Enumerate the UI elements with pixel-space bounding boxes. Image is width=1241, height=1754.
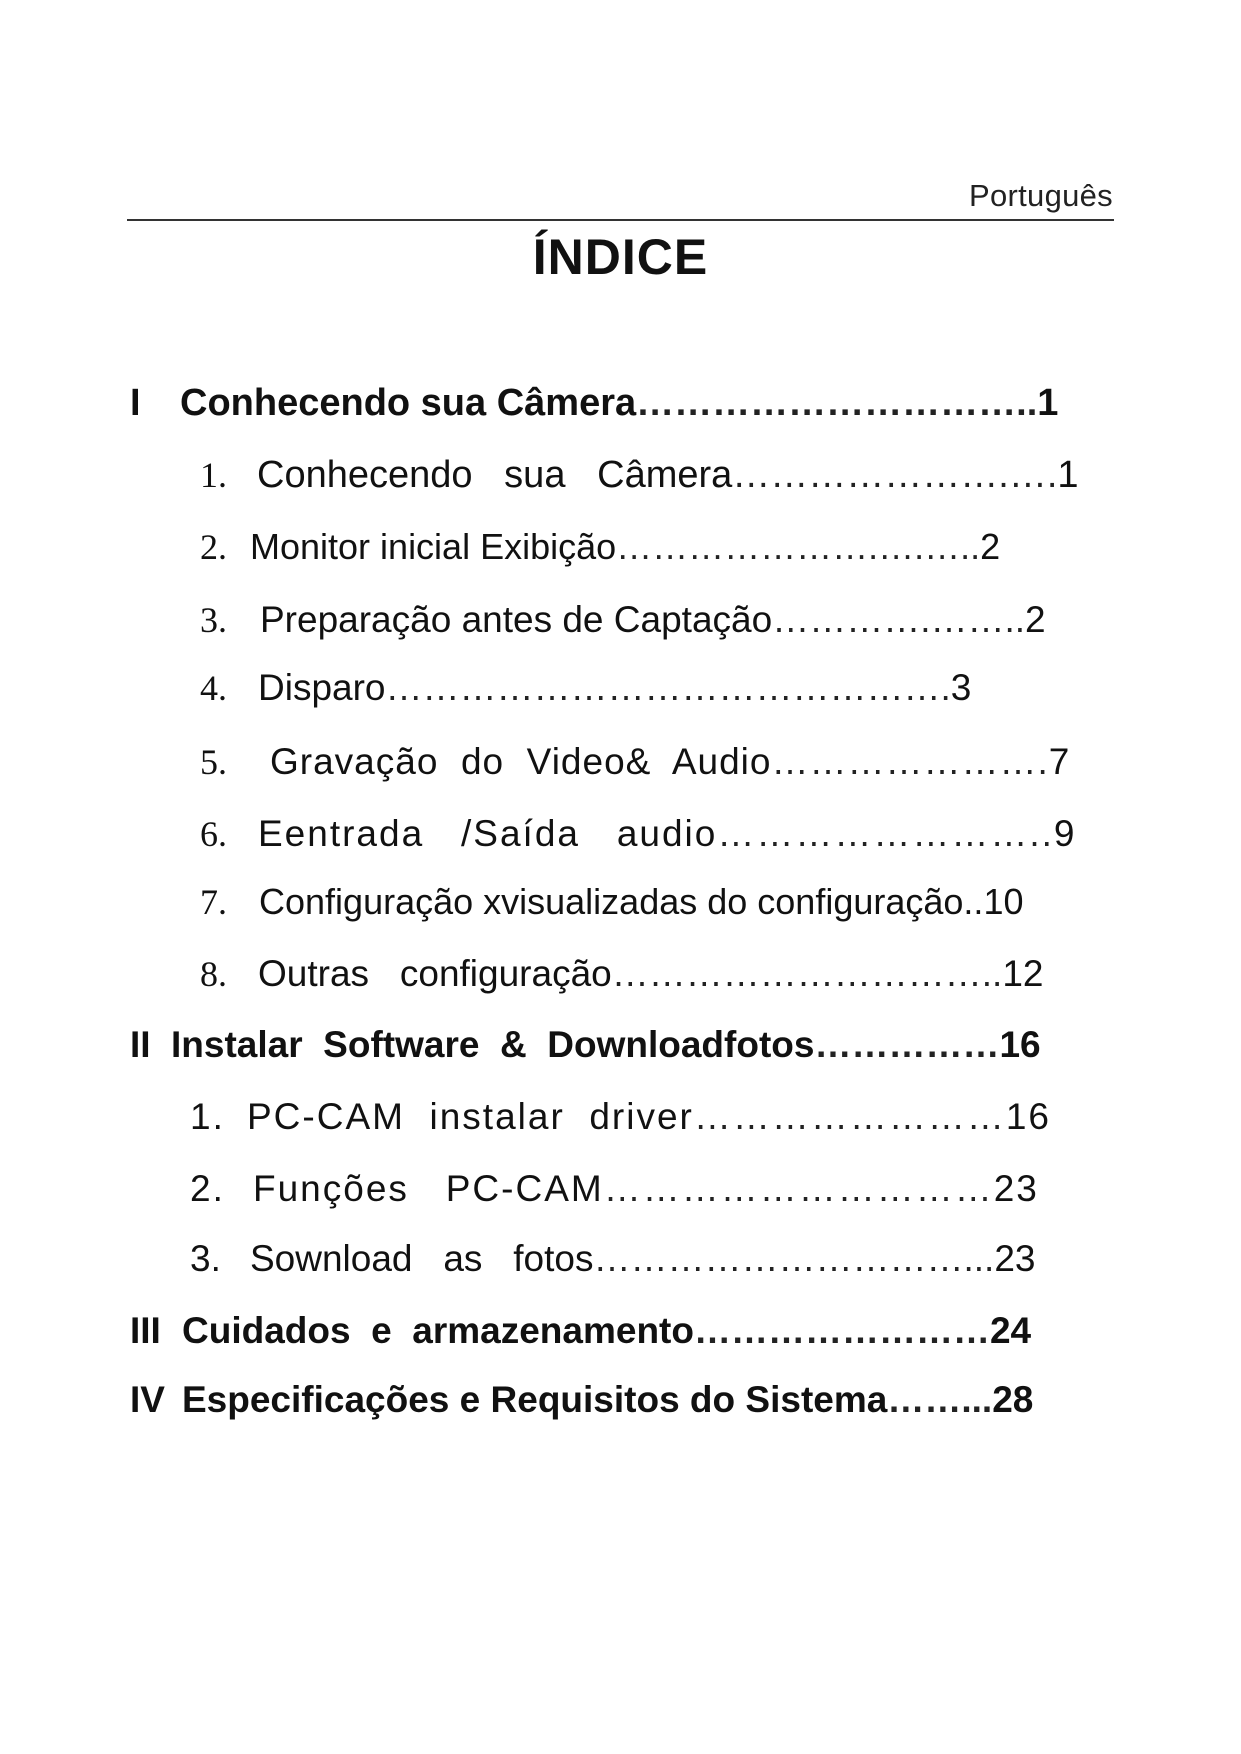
toc-entry[interactable] [200, 881, 1024, 922]
toc-page: 23 [994, 1238, 1036, 1279]
toc-entry[interactable] [200, 743, 1070, 780]
toc-page: 2 [1025, 599, 1046, 640]
toc-leader: ………………….…. [732, 454, 1058, 496]
toc-number: 3. [200, 600, 227, 640]
toc-label: Funções PC-CAM [253, 1168, 604, 1209]
toc-label: Gravação do Video& Audio [270, 741, 772, 782]
toc-number: 2. [200, 527, 227, 567]
toc-label: Disparo [258, 667, 386, 708]
toc-label: Configuração xvisualizadas do configuração.. [259, 881, 984, 922]
toc-page: 12 [1002, 953, 1044, 994]
toc-label: Cuidados e armazenamento [182, 1310, 694, 1351]
language-label: Português [968, 178, 1113, 213]
toc-number: 1. [190, 1096, 225, 1137]
toc-label: Especificações e Requisitos do Sistema [182, 1379, 888, 1420]
toc-number: II [130, 1024, 151, 1065]
toc-entry[interactable] [200, 815, 1077, 852]
toc-page: 28 [992, 1379, 1034, 1420]
toc-leader: ………………………….. [611, 953, 1003, 994]
toc-leader: …………………………... [593, 1238, 995, 1279]
toc-label: Sownload as fotos [250, 1238, 594, 1279]
toc-leader: ………………………….. [636, 382, 1038, 424]
toc-number: 7. [200, 882, 227, 922]
toc-page: 24 [989, 1310, 1032, 1351]
toc-page: 9 [1053, 813, 1077, 854]
toc-page: 2 [980, 526, 1001, 567]
toc-entry[interactable] [130, 1026, 1041, 1063]
toc-number: 1. [200, 455, 227, 495]
toc-label: Conhecendo sua Câmera [257, 454, 733, 496]
toc-label: Outras configuração [258, 953, 612, 994]
toc-label: Conhecendo sua Câmera [180, 382, 637, 424]
toc-leader: …………………. [771, 741, 1049, 782]
toc-entry[interactable] [130, 1381, 1033, 1418]
toc-number: 8. [200, 954, 227, 994]
toc-label: Preparação antes de Captação [260, 599, 773, 640]
toc-leader: ………….…….. [772, 599, 1026, 640]
toc-leader: …………………… [693, 1096, 1006, 1137]
toc-label: PC-CAM instalar driver [247, 1096, 694, 1137]
toc-leader: ………………………… [603, 1168, 994, 1209]
toc-entry[interactable] [200, 456, 1079, 494]
toc-page: 16 [999, 1024, 1041, 1065]
toc-entry[interactable] [200, 601, 1046, 638]
toc-leader: ………………………………………. [385, 667, 951, 708]
toc-entry[interactable] [200, 669, 971, 706]
toc-page: 1 [1037, 382, 1059, 424]
toc-number: 3. [190, 1238, 221, 1279]
toc-label: Monitor inicial Exibição [250, 526, 617, 567]
toc-entry[interactable] [190, 1170, 1039, 1207]
toc-leader: ………………….….….. [616, 526, 981, 567]
toc-page: 3 [950, 667, 972, 708]
toc-label: Instalar Software & Downloadfotos [171, 1024, 815, 1065]
toc-page: 1 [1057, 454, 1079, 496]
toc-page: 23 [993, 1168, 1039, 1209]
toc-entry[interactable] [190, 1240, 1035, 1277]
toc-entry[interactable] [200, 955, 1043, 992]
toc-entry[interactable] [190, 1098, 1051, 1135]
toc-leader: ……... [887, 1379, 993, 1420]
toc-number: IV [130, 1379, 165, 1420]
toc-leader: …………………….. [717, 813, 1054, 854]
toc-number: III [130, 1310, 161, 1351]
toc-number: 5. [200, 742, 227, 782]
toc-entry[interactable] [130, 1312, 1031, 1349]
toc-label: Eentrada /Saída audio [258, 813, 718, 854]
toc-number: I [130, 382, 141, 424]
toc-leader: …………… [814, 1024, 1000, 1065]
toc-leader: …………………… [693, 1310, 990, 1351]
toc-page: 7 [1048, 741, 1071, 782]
toc-entry[interactable] [130, 384, 1058, 422]
toc-number: 2. [190, 1168, 225, 1209]
page-title: ÍNDICE [532, 229, 709, 285]
toc-number: 4. [200, 668, 227, 708]
toc-page: 10 [983, 881, 1024, 922]
toc-entry[interactable] [200, 526, 1001, 567]
toc-page: 16 [1005, 1096, 1052, 1137]
toc-number: 6. [200, 814, 227, 854]
